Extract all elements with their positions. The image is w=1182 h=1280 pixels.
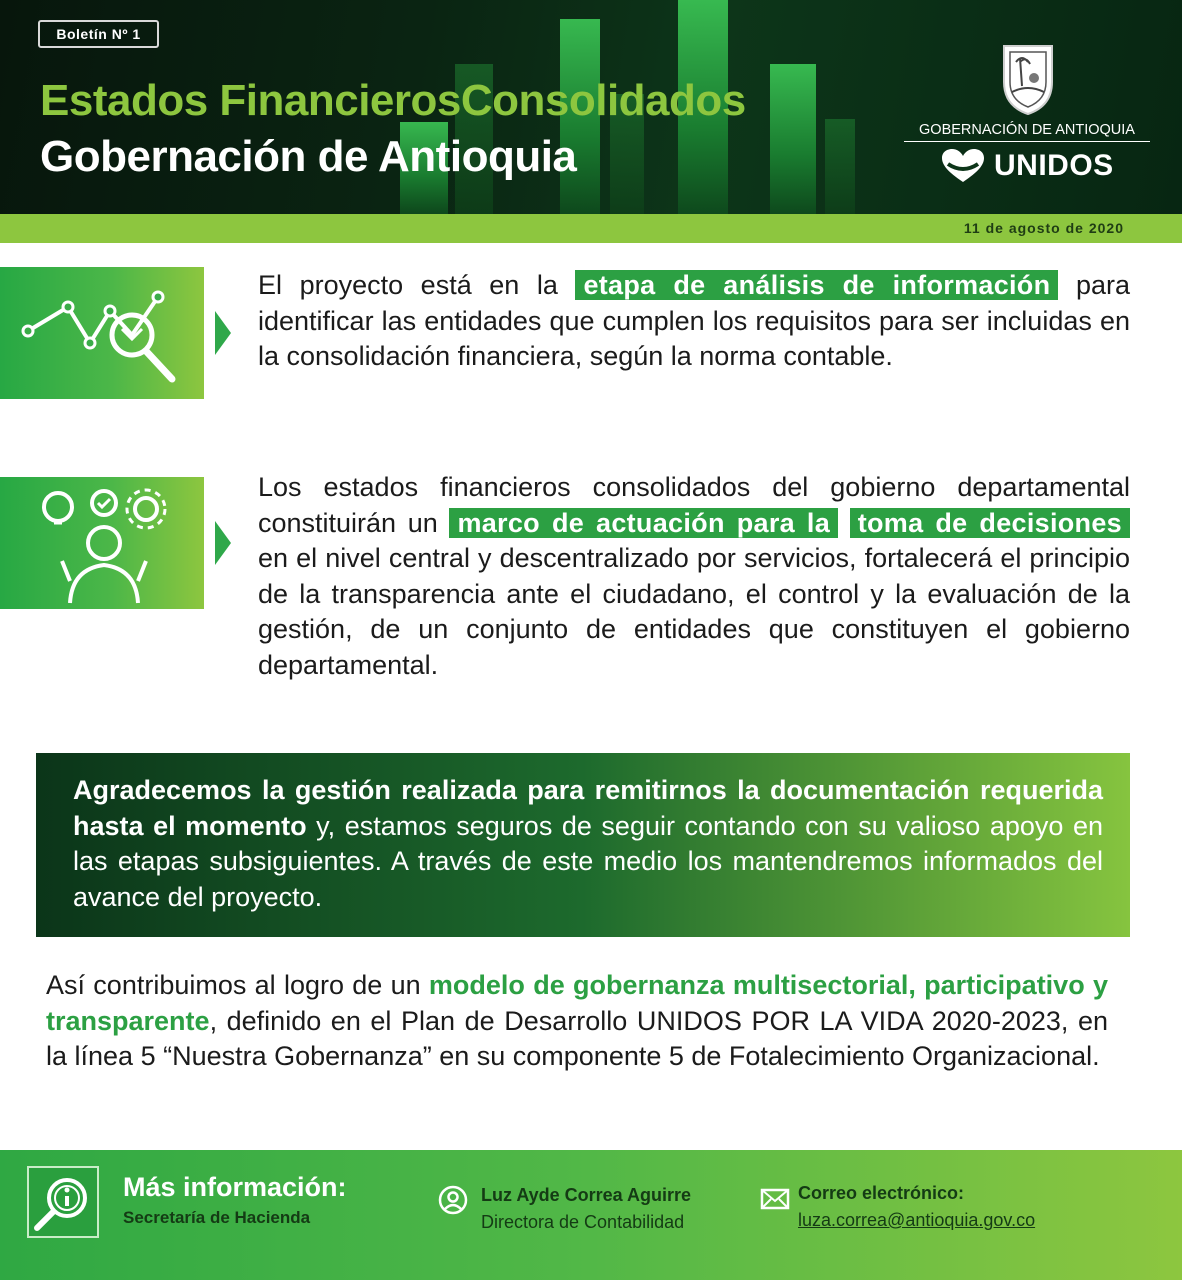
user-icon [438, 1185, 468, 1215]
decision-text-end: en el nivel central y descentralizado por servicios, fortalecerá el principio de la transparencia ante el ciudadano, el control y la evaluación de la gestión, de un conjunto de entidades que constituyen el gobierno departamental. [258, 543, 1130, 680]
government-name: GOBERNACIÓN DE ANTIOQUIA [919, 122, 1135, 138]
closing-highlight: modelo de gobernanza multisectorial, participativo y transparente [46, 970, 1108, 1036]
publication-date: 11 de agosto de 2020 [963, 220, 1124, 236]
info-search-icon [29, 1168, 97, 1236]
date-bar [0, 214, 1182, 243]
analysis-highlight: etapa de análisis de información [575, 270, 1058, 300]
decision-icon-panel [0, 477, 204, 609]
analysis-icon-panel [0, 267, 204, 399]
analysis-text-start: El proyecto está en la [258, 270, 576, 300]
analysis-paragraph [258, 268, 1130, 375]
unidos-label: UNIDOS [994, 149, 1114, 182]
email-link[interactable]: luza.correa@antioquia.gov.co [798, 1210, 1036, 1230]
decision-highlight-2: toma de decisiones [850, 508, 1130, 538]
unidos-brand [940, 146, 1114, 186]
more-info-title: Más información: [123, 1172, 347, 1202]
thanks-callout [36, 753, 1130, 937]
header-banner [0, 0, 1182, 214]
closing-text-end: , definido en el Plan de Desarrollo UNIDOS POR LA VIDA 2020-2023, en la línea 5 “Nuestra Gobernanza” en su componente 5 de Fotalecimiento Organizacional. [46, 1005, 1108, 1071]
closing-text-start: Así contribuimos al logro de un [46, 970, 429, 1000]
coat-of-arms-icon [1000, 42, 1056, 116]
pointer-arrow-icon [215, 521, 231, 565]
thanks-paragraph [73, 773, 1103, 915]
decision-highlight-1: marco de actuación para la [449, 508, 838, 538]
info-icon-box [27, 1166, 99, 1238]
analysis-text-end: para identificar las entidades que cumplen los requisitos para ser incluidas en la consolidación financiera, según la norma contable. [258, 270, 1131, 371]
thanks-text-rest: y, estamos seguros de seguir contando con su valioso apoyo en las etapas subsiguientes. A través de este medio los mantendremos informados del avance del proyecto. [73, 810, 1103, 912]
bulletin-badge: Boletín Nº 1 [38, 20, 159, 48]
department-name: Secretaría de Hacienda [123, 1208, 311, 1227]
page-subtitle: Gobernación de Antioquia [40, 132, 577, 181]
pointer-arrow-icon [215, 311, 231, 355]
header-bar-decoration [770, 64, 816, 214]
closing-paragraph [46, 968, 1108, 1075]
envelope-icon [760, 1187, 790, 1211]
contact-name: Luz Ayde Correa Aguirre [481, 1185, 692, 1205]
decision-paragraph [258, 470, 1130, 683]
email-label: Correo electrónico: [798, 1183, 965, 1203]
chart-magnifier-icon [0, 267, 204, 399]
government-logo [904, 42, 1150, 192]
thanks-bold-text: Agradecemos la gestión realizada para remitirnos la documentación requerida hasta el momento [73, 775, 1103, 841]
contact-role: Directora de Contabilidad [481, 1212, 685, 1232]
footer [0, 1150, 1182, 1280]
heart-icon [940, 148, 986, 184]
logo-divider [904, 141, 1150, 142]
page-title: Estados FinancierosConsolidados [40, 76, 746, 125]
header-bar-decoration [825, 119, 855, 214]
ideas-person-icon [0, 477, 204, 609]
decision-text-start: Los estados financieros consolidados del gobierno departamental constituirán un [258, 472, 1130, 538]
